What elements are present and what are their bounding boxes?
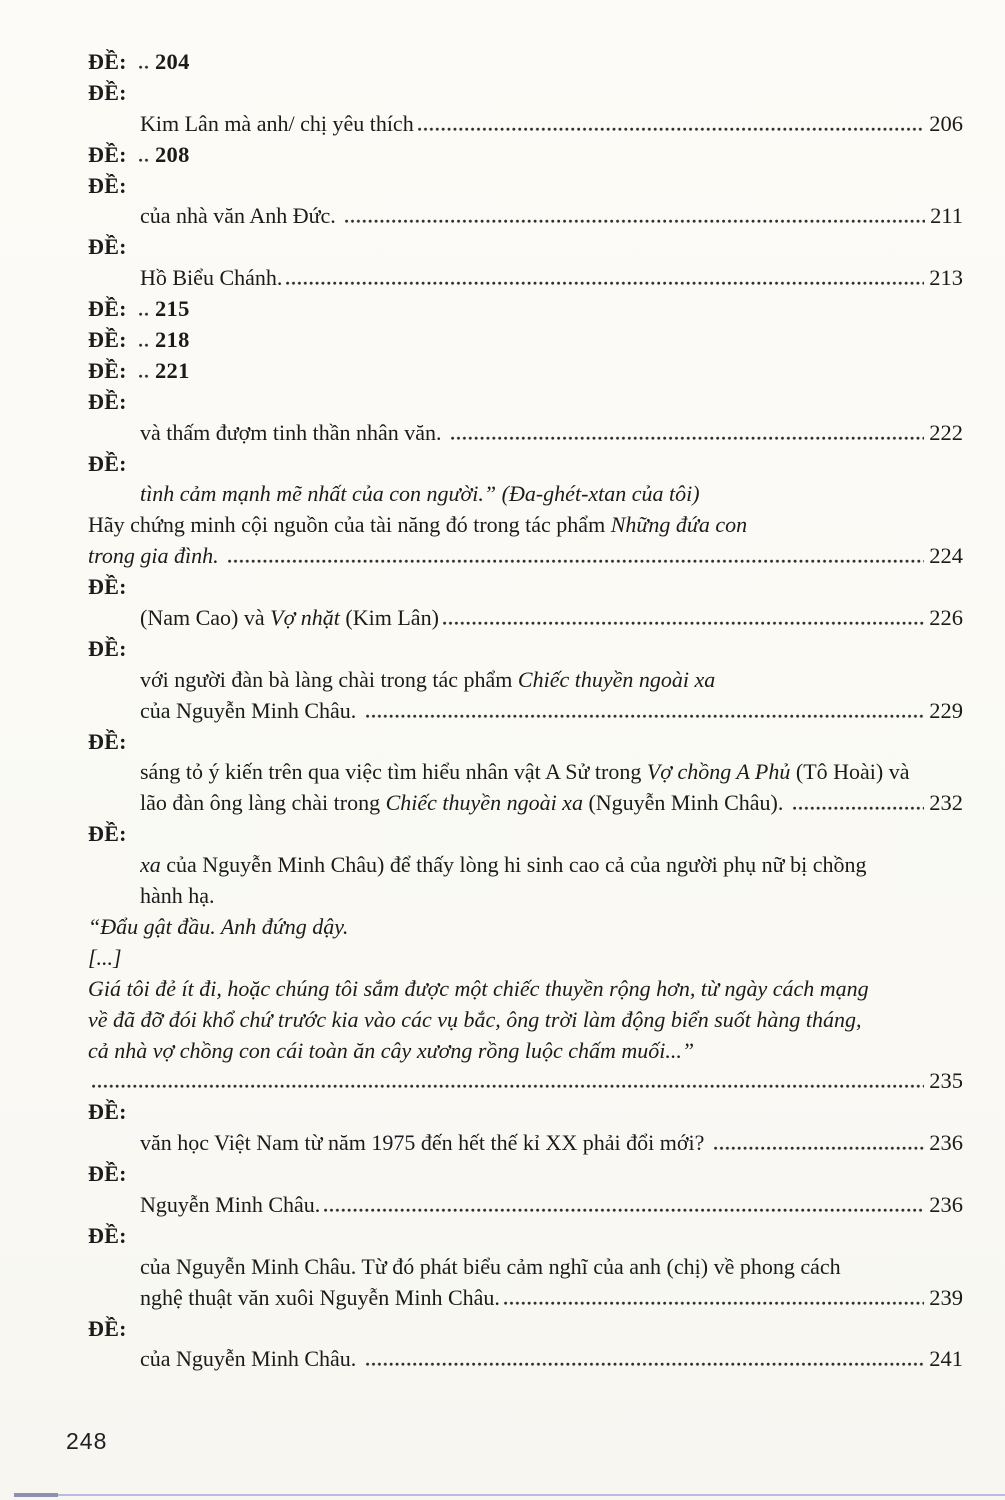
toc-page-number: 232 [929, 790, 963, 816]
toc-page-number: 204 [155, 49, 190, 74]
toc-line [88, 729, 135, 760]
toc-page-number: 236 [929, 1191, 963, 1217]
toc-page-number: 218 [155, 327, 190, 353]
toc-entry-text: lão đàn ông làng chài trong Chiếc thuyền ngoài xa (Nguyễn Minh Châu). [140, 790, 789, 816]
dotted-leader [503, 1299, 924, 1305]
toc-line [88, 1285, 963, 1316]
toc-line [88, 1254, 963, 1285]
toc-list [88, 49, 963, 1377]
dotted-leader [442, 619, 924, 625]
toc-line [88, 1192, 963, 1223]
toc-line [88, 1130, 963, 1161]
toc-line [88, 1223, 135, 1254]
toc-line [88, 265, 963, 296]
scan-edge-mark [14, 1493, 58, 1497]
toc-entry-text: Hãy chứng minh cội nguồn của tài năng đó trong tác phẩm Những đứa con [88, 512, 748, 538]
toc-page-number: 213 [929, 265, 963, 291]
toc-entry-label: ĐỀ: [88, 450, 127, 476]
toc-entry-text: của Nguyễn Minh Châu. Từ đó phát biểu cảm nghĩ của anh (chị) về phong cách [140, 1253, 841, 1279]
toc-entry-label: ĐỀ: [88, 327, 127, 353]
toc-entry-text: Giá tôi đẻ ít đi, hoặc chúng tôi sắm được một chiếc thuyền rộng hơn, từ ngày cách mạng [88, 975, 869, 1001]
dotted-leader [417, 125, 925, 131]
toc-line [88, 1068, 963, 1099]
toc-page-number: 206 [929, 110, 963, 136]
toc-entry-text: Kim Lân mà anh/ chị yêu thích [140, 110, 414, 136]
dotted-leader [138, 310, 150, 316]
toc-line [88, 852, 963, 883]
scan-edge-line [52, 1494, 1005, 1496]
toc-entry-text: Hồ Biểu Chánh. [140, 265, 283, 291]
toc-page-number: 226 [929, 605, 963, 631]
toc-page-number: 221 [155, 357, 190, 383]
toc-entry-label: ĐỀ: [88, 574, 127, 600]
toc-line [88, 80, 135, 111]
toc-line [88, 1161, 135, 1192]
toc-entry-label: ĐỀ: [88, 296, 127, 322]
toc-line [88, 543, 963, 574]
toc-line [88, 512, 963, 543]
toc-entry-label: ĐỀ: [88, 234, 127, 260]
toc-entry-text: văn học Việt Nam từ năm 1975 đến hết thế kỉ XX phải đổi mới? [140, 1130, 710, 1156]
toc-line [88, 1316, 135, 1347]
toc-page-number: 208 [155, 141, 190, 167]
toc-line [88, 790, 963, 821]
dotted-leader [713, 1144, 924, 1150]
dotted-leader [365, 712, 924, 718]
toc-entry-label: ĐỀ: [88, 1099, 127, 1125]
toc-line [88, 420, 963, 451]
dotted-leader [450, 434, 924, 440]
toc-entry-text: trong gia đình. [88, 543, 225, 569]
toc-entry-label: ĐỀ: [88, 1161, 127, 1187]
toc-line [88, 914, 963, 945]
toc-entry-label: ĐỀ: [88, 172, 127, 198]
toc-line [88, 389, 135, 420]
toc-line [88, 296, 190, 327]
toc-line [88, 759, 963, 790]
toc-line [88, 451, 135, 482]
toc-line [88, 173, 135, 204]
toc-page-number: 222 [929, 419, 963, 445]
toc-page-number: 229 [929, 697, 963, 723]
toc-page-number: 215 [155, 296, 190, 322]
toc-line [88, 234, 135, 265]
dotted-leader [138, 63, 150, 69]
toc-entry-text: sáng tỏ ý kiến trên qua việc tìm hiểu nhân vật A Sử trong Vợ chồng A Phủ (Tô Hoài) và [140, 759, 910, 785]
toc-page-number: 236 [929, 1130, 963, 1156]
toc-entry-text: nghệ thuật văn xuôi Nguyễn Minh Châu. [140, 1284, 500, 1310]
toc-entry-text: của Nguyễn Minh Châu. [140, 1346, 362, 1372]
toc-entry-text: cả nhà vợ chồng con cái toàn ăn cây xương rồng luộc chấm muối...” [88, 1037, 695, 1063]
toc-page-number: 224 [929, 543, 963, 569]
toc-entry-label: ĐỀ: [88, 821, 127, 847]
toc-line [88, 574, 135, 605]
toc-line [88, 605, 963, 636]
toc-line [88, 49, 190, 80]
toc-line [88, 667, 963, 698]
toc-page-number: 241 [929, 1346, 963, 1372]
toc-entry-text: Nguyễn Minh Châu. [140, 1191, 321, 1217]
toc-entry-text: “Đẩu gật đầu. Anh đứng dậy. [88, 913, 349, 939]
dotted-leader [138, 156, 150, 162]
dotted-leader [138, 341, 150, 347]
toc-entry-text: về đã đỡ đói khổ chứ trước kia vào các vụ bắc, ông trời làm động biển suốt hàng tháng, [88, 1006, 862, 1032]
toc-entry-label: ĐỀ: [88, 728, 127, 754]
toc-entry-label: ĐỀ: [88, 49, 127, 74]
page-number-footer: 248 [66, 1428, 108, 1454]
toc-page-number: 211 [930, 203, 963, 229]
toc-line [88, 976, 963, 1007]
toc-entry-text: và thấm đượm tinh thần nhân văn. [140, 419, 448, 445]
toc-line [88, 698, 963, 729]
dotted-leader [344, 217, 925, 223]
dotted-leader [91, 1082, 924, 1088]
toc-line [88, 111, 963, 142]
toc-line [88, 945, 963, 976]
toc-line [88, 203, 963, 234]
toc-page-number: 235 [929, 1068, 963, 1094]
toc-entry-label: ĐỀ: [88, 1315, 127, 1341]
toc-entry-text: tình cảm mạnh mẽ nhất của con người.” (Đa-ghét-xtan của tôi) [140, 481, 700, 507]
toc-entry-label: ĐỀ: [88, 357, 127, 383]
toc-entry-text: xa của Nguyễn Minh Châu) để thấy lòng hi sinh cao cả của người phụ nữ bị chồng [140, 852, 867, 878]
dotted-leader [792, 804, 924, 810]
toc-line [88, 1038, 963, 1069]
toc-line [88, 357, 190, 389]
toc-entry-label: ĐỀ: [88, 1222, 127, 1248]
toc-line [88, 327, 190, 358]
toc-entry-text: của Nguyễn Minh Châu. [140, 697, 362, 723]
toc-line [88, 1099, 135, 1130]
dotted-leader [138, 372, 150, 378]
toc-line [88, 636, 135, 667]
toc-entry-text: hành hạ. [140, 883, 215, 909]
toc-line [88, 481, 963, 512]
dotted-leader [365, 1360, 924, 1366]
dotted-leader [323, 1206, 924, 1212]
toc-entry-label: ĐỀ: [88, 79, 127, 105]
toc-entry-label: ĐỀ: [88, 388, 127, 414]
toc-line [88, 821, 135, 852]
toc-entry-text: của nhà văn Anh Đức. [140, 203, 342, 229]
toc-line [88, 1007, 963, 1038]
toc-line [88, 141, 190, 173]
dotted-leader [227, 557, 924, 563]
toc-entry-text: (Nam Cao) và Vợ nhặt (Kim Lân) [140, 605, 439, 631]
toc-entry-label: ĐỀ: [88, 635, 127, 661]
toc-entry-label: ĐỀ: [88, 141, 127, 167]
toc-line [88, 883, 963, 914]
toc-line [88, 1346, 963, 1377]
toc-page-number: 239 [929, 1284, 963, 1310]
dotted-leader [285, 279, 924, 285]
toc-entry-text: với người đàn bà làng chài trong tác phẩm Chiếc thuyền ngoài xa [140, 666, 716, 692]
toc-entry-text: [...] [88, 944, 122, 970]
